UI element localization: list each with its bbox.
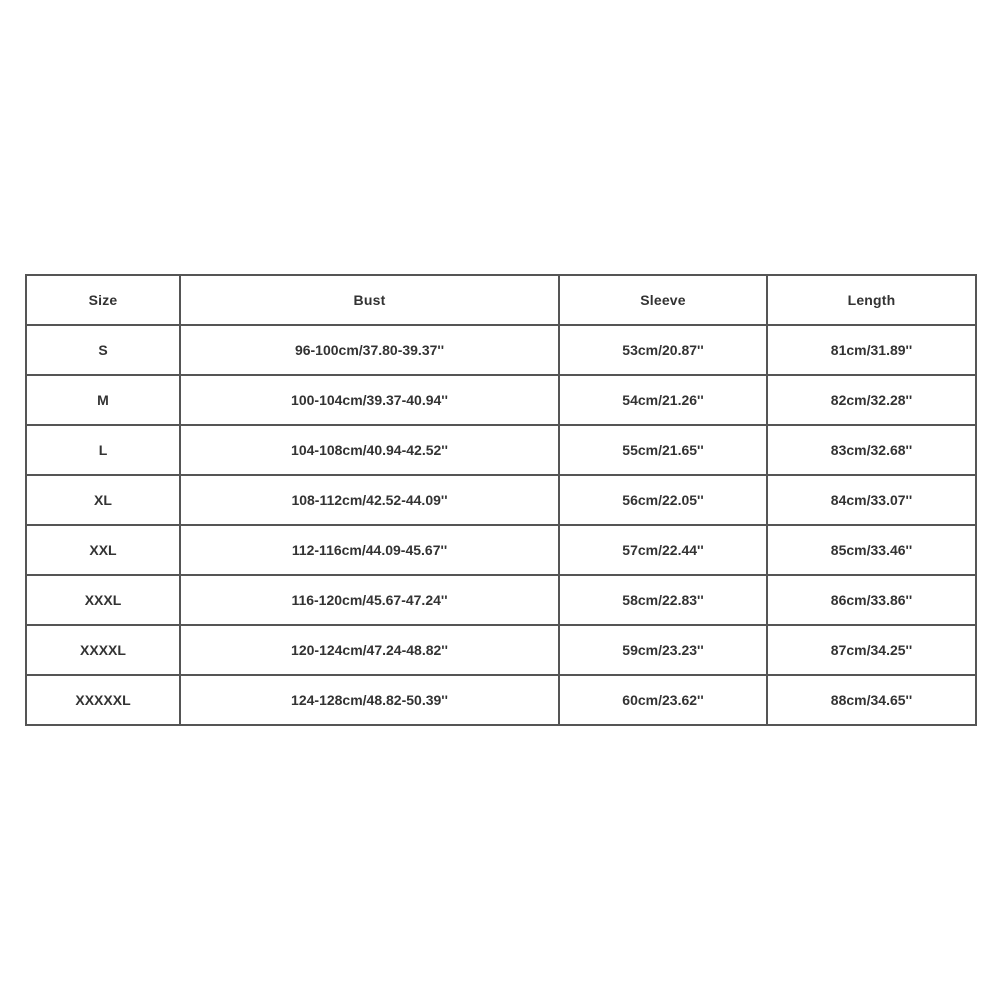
- cell-length: 88cm/34.65'': [767, 675, 976, 725]
- cell-length: 81cm/31.89'': [767, 325, 976, 375]
- cell-size: XXXXXL: [26, 675, 180, 725]
- table-row: [26, 575, 976, 625]
- header-size: Size: [26, 275, 180, 325]
- header-length: Length: [767, 275, 976, 325]
- table-row: [26, 625, 976, 675]
- table-row: [26, 375, 976, 425]
- cell-size: XL: [26, 475, 180, 525]
- cell-sleeve: 53cm/20.87'': [559, 325, 767, 375]
- cell-bust: 112-116cm/44.09-45.67'': [180, 525, 559, 575]
- cell-sleeve: 60cm/23.62'': [559, 675, 767, 725]
- cell-bust: 104-108cm/40.94-42.52'': [180, 425, 559, 475]
- table-row: [26, 325, 976, 375]
- cell-bust: 100-104cm/39.37-40.94'': [180, 375, 559, 425]
- cell-size: XXXL: [26, 575, 180, 625]
- cell-size: XXL: [26, 525, 180, 575]
- cell-length: 84cm/33.07'': [767, 475, 976, 525]
- cell-length: 87cm/34.25'': [767, 625, 976, 675]
- cell-length: 85cm/33.46'': [767, 525, 976, 575]
- cell-bust: 96-100cm/37.80-39.37'': [180, 325, 559, 375]
- cell-size: S: [26, 325, 180, 375]
- cell-length: 82cm/32.28'': [767, 375, 976, 425]
- cell-sleeve: 58cm/22.83'': [559, 575, 767, 625]
- table-header-row: [26, 275, 976, 325]
- table-row: [26, 475, 976, 525]
- cell-sleeve: 59cm/23.23'': [559, 625, 767, 675]
- cell-length: 86cm/33.86'': [767, 575, 976, 625]
- cell-sleeve: 57cm/22.44'': [559, 525, 767, 575]
- table-row: [26, 675, 976, 725]
- cell-sleeve: 55cm/21.65'': [559, 425, 767, 475]
- table-row: [26, 525, 976, 575]
- cell-size: L: [26, 425, 180, 475]
- size-chart-table: [25, 274, 977, 726]
- cell-length: 83cm/32.68'': [767, 425, 976, 475]
- cell-bust: 108-112cm/42.52-44.09'': [180, 475, 559, 525]
- table-row: [26, 425, 976, 475]
- cell-size: XXXXL: [26, 625, 180, 675]
- cell-size: M: [26, 375, 180, 425]
- header-bust: Bust: [180, 275, 559, 325]
- header-sleeve: Sleeve: [559, 275, 767, 325]
- cell-bust: 120-124cm/47.24-48.82'': [180, 625, 559, 675]
- cell-bust: 116-120cm/45.67-47.24'': [180, 575, 559, 625]
- cell-sleeve: 54cm/21.26'': [559, 375, 767, 425]
- cell-sleeve: 56cm/22.05'': [559, 475, 767, 525]
- cell-bust: 124-128cm/48.82-50.39'': [180, 675, 559, 725]
